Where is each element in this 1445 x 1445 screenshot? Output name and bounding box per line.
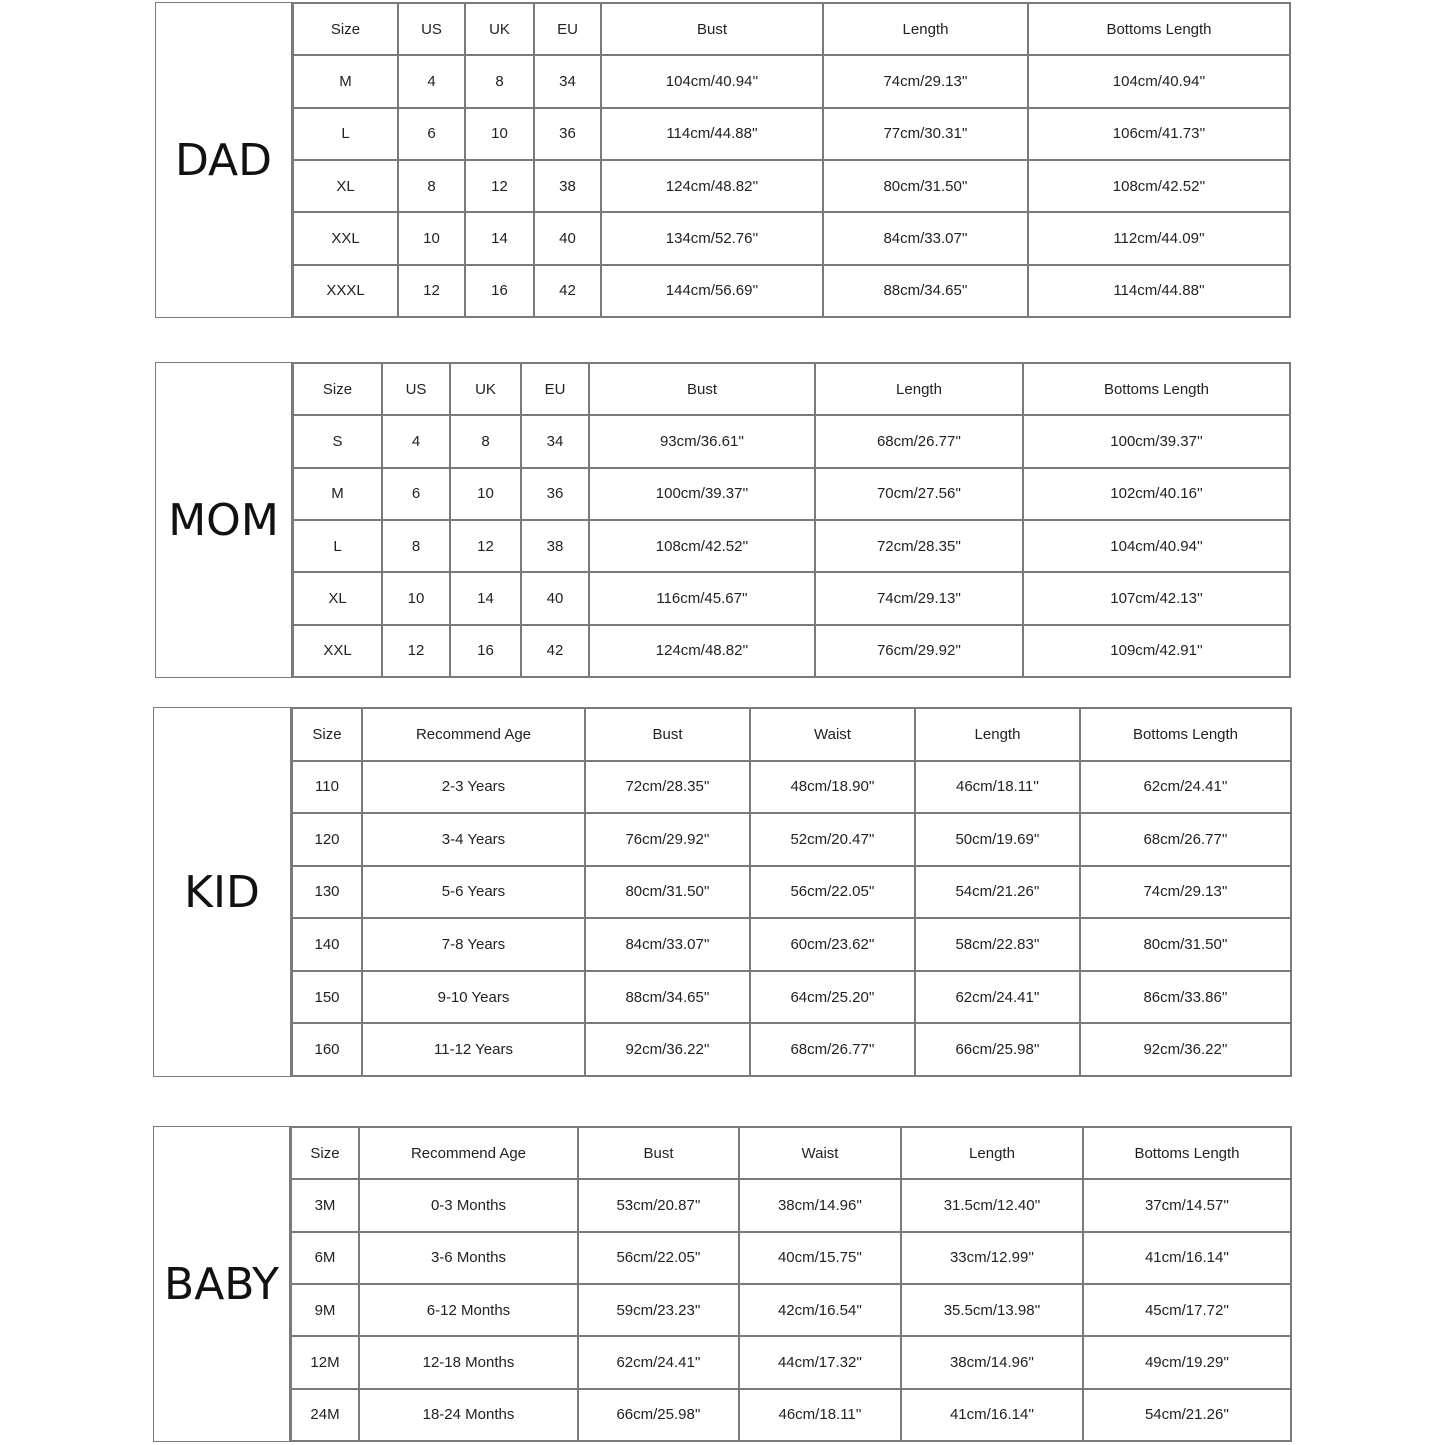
- table-cell: 36: [521, 468, 589, 520]
- header-cell: Size: [293, 363, 382, 415]
- table-cell: 46cm/18.11'': [915, 761, 1080, 814]
- table-cell: 6: [398, 108, 465, 160]
- table-cell: 9M: [291, 1284, 359, 1336]
- table-row: [291, 1179, 1291, 1231]
- table-cell: 62cm/24.41'': [1080, 761, 1291, 814]
- table-cell: 6-12 Months: [359, 1284, 578, 1336]
- table-cell: 60cm/23.62'': [750, 918, 915, 971]
- table-cell: S: [293, 415, 382, 467]
- table-cell: 66cm/25.98'': [915, 1023, 1080, 1076]
- table-row: [292, 971, 1291, 1024]
- baby-label: BABY: [153, 1126, 290, 1442]
- table-cell: 18-24 Months: [359, 1389, 578, 1441]
- table-cell: 4: [382, 415, 450, 467]
- header-cell: Recommend Age: [359, 1127, 578, 1179]
- table-cell: 112cm/44.09'': [1028, 212, 1290, 264]
- table-cell: 53cm/20.87'': [578, 1179, 739, 1231]
- table-cell: 40: [521, 572, 589, 624]
- table-row: [292, 1023, 1291, 1076]
- table-cell: 0-3 Months: [359, 1179, 578, 1231]
- dad-size-chart: [155, 2, 1289, 318]
- dad-table: [292, 2, 1291, 318]
- table-cell: 52cm/20.47'': [750, 813, 915, 866]
- table-cell: 58cm/22.83'': [915, 918, 1080, 971]
- table-cell: 31.5cm/12.40'': [901, 1179, 1083, 1231]
- table-cell: M: [293, 468, 382, 520]
- table-cell: 12: [382, 625, 450, 677]
- table-cell: 104cm/40.94'': [1028, 55, 1290, 107]
- table-cell: 45cm/17.72'': [1083, 1284, 1291, 1336]
- kid-table: [291, 707, 1292, 1077]
- dad-label: DAD: [155, 2, 292, 318]
- table-cell: 134cm/52.76'': [601, 212, 823, 264]
- table-row: [293, 212, 1290, 264]
- table-cell: 38: [534, 160, 601, 212]
- table-cell: 92cm/36.22'': [585, 1023, 750, 1076]
- table-cell: 12M: [291, 1336, 359, 1388]
- table-cell: 10: [382, 572, 450, 624]
- table-row: [291, 1336, 1291, 1388]
- table-cell: 108cm/42.52'': [1028, 160, 1290, 212]
- table-cell: 76cm/29.92'': [815, 625, 1023, 677]
- table-cell: 56cm/22.05'': [750, 866, 915, 919]
- table-row: [292, 761, 1291, 814]
- baby-size-chart: [153, 1126, 1290, 1442]
- table-cell: L: [293, 108, 398, 160]
- header-cell: UK: [450, 363, 521, 415]
- table-cell: XXL: [293, 625, 382, 677]
- table-cell: 100cm/39.37'': [589, 468, 815, 520]
- table-cell: 92cm/36.22'': [1080, 1023, 1291, 1076]
- table-row: [291, 1232, 1291, 1284]
- table-cell: 68cm/26.77'': [750, 1023, 915, 1076]
- baby-table: [290, 1126, 1292, 1442]
- table-row: [293, 55, 1290, 107]
- header-cell: US: [398, 3, 465, 55]
- header-cell: Bust: [601, 3, 823, 55]
- table-cell: 42: [521, 625, 589, 677]
- table-cell: 12: [450, 520, 521, 572]
- table-cell: 12: [465, 160, 534, 212]
- table-cell: 54cm/21.26'': [915, 866, 1080, 919]
- table-cell: 8: [398, 160, 465, 212]
- header-cell: Recommend Age: [362, 708, 585, 761]
- header-cell: EU: [534, 3, 601, 55]
- table-cell: 80cm/31.50'': [585, 866, 750, 919]
- table-cell: XL: [293, 160, 398, 212]
- table-row: [293, 468, 1290, 520]
- table-cell: 8: [450, 415, 521, 467]
- table-cell: 116cm/45.67'': [589, 572, 815, 624]
- table-cell: L: [293, 520, 382, 572]
- kid-size-chart: [153, 707, 1290, 1077]
- table-header-row: [291, 1127, 1291, 1179]
- header-cell: Bottoms Length: [1028, 3, 1290, 55]
- table-cell: 80cm/31.50'': [1080, 918, 1291, 971]
- table-cell: 93cm/36.61'': [589, 415, 815, 467]
- table-cell: 86cm/33.86'': [1080, 971, 1291, 1024]
- table-cell: 35.5cm/13.98'': [901, 1284, 1083, 1336]
- table-cell: 49cm/19.29'': [1083, 1336, 1291, 1388]
- table-cell: XXL: [293, 212, 398, 264]
- table-row: [291, 1389, 1291, 1441]
- table-cell: 104cm/40.94'': [1023, 520, 1290, 572]
- table-cell: 41cm/16.14'': [901, 1389, 1083, 1441]
- table-cell: 38: [521, 520, 589, 572]
- table-cell: 11-12 Years: [362, 1023, 585, 1076]
- table-cell: 42cm/16.54'': [739, 1284, 901, 1336]
- table-cell: 10: [398, 212, 465, 264]
- table-cell: 16: [450, 625, 521, 677]
- table-row: [292, 918, 1291, 971]
- table-cell: 41cm/16.14'': [1083, 1232, 1291, 1284]
- table-cell: 102cm/40.16'': [1023, 468, 1290, 520]
- table-cell: 66cm/25.98'': [578, 1389, 739, 1441]
- table-cell: 160: [292, 1023, 362, 1076]
- table-cell: 114cm/44.88'': [601, 108, 823, 160]
- table-cell: 80cm/31.50'': [823, 160, 1028, 212]
- table-cell: 46cm/18.11'': [739, 1389, 901, 1441]
- header-cell: Size: [291, 1127, 359, 1179]
- table-row: [292, 813, 1291, 866]
- table-row: [292, 866, 1291, 919]
- table-row: [293, 572, 1290, 624]
- table-cell: 74cm/29.13'': [815, 572, 1023, 624]
- table-cell: 5-6 Years: [362, 866, 585, 919]
- table-cell: 42: [534, 265, 601, 317]
- header-cell: Bottoms Length: [1080, 708, 1291, 761]
- header-cell: Size: [293, 3, 398, 55]
- table-cell: 150: [292, 971, 362, 1024]
- header-cell: Bottoms Length: [1083, 1127, 1291, 1179]
- table-cell: 24M: [291, 1389, 359, 1441]
- table-row: [293, 108, 1290, 160]
- table-row: [293, 160, 1290, 212]
- table-cell: 84cm/33.07'': [585, 918, 750, 971]
- table-cell: 68cm/26.77'': [1080, 813, 1291, 866]
- table-cell: 12-18 Months: [359, 1336, 578, 1388]
- table-cell: 14: [450, 572, 521, 624]
- table-cell: 120: [292, 813, 362, 866]
- table-cell: 38cm/14.96'': [739, 1179, 901, 1231]
- table-row: [293, 265, 1290, 317]
- table-cell: 130: [292, 866, 362, 919]
- header-cell: Bust: [585, 708, 750, 761]
- header-cell: Waist: [750, 708, 915, 761]
- table-cell: 33cm/12.99'': [901, 1232, 1083, 1284]
- table-cell: 50cm/19.69'': [915, 813, 1080, 866]
- table-cell: 59cm/23.23'': [578, 1284, 739, 1336]
- table-cell: 144cm/56.69'': [601, 265, 823, 317]
- table-cell: 56cm/22.05'': [578, 1232, 739, 1284]
- mom-label: MOM: [155, 362, 292, 678]
- table-cell: 6M: [291, 1232, 359, 1284]
- table-header-row: [293, 363, 1290, 415]
- table-cell: 107cm/42.13'': [1023, 572, 1290, 624]
- table-cell: 16: [465, 265, 534, 317]
- table-header-row: [292, 708, 1291, 761]
- table-cell: 74cm/29.13'': [823, 55, 1028, 107]
- table-cell: 38cm/14.96'': [901, 1336, 1083, 1388]
- table-cell: 48cm/18.90'': [750, 761, 915, 814]
- table-cell: 10: [465, 108, 534, 160]
- table-cell: 12: [398, 265, 465, 317]
- header-cell: Length: [815, 363, 1023, 415]
- table-cell: 8: [465, 55, 534, 107]
- table-row: [293, 415, 1290, 467]
- table-cell: 14: [465, 212, 534, 264]
- table-cell: XL: [293, 572, 382, 624]
- table-cell: 124cm/48.82'': [601, 160, 823, 212]
- table-cell: 8: [382, 520, 450, 572]
- table-row: [291, 1284, 1291, 1336]
- table-cell: 140: [292, 918, 362, 971]
- table-cell: 104cm/40.94'': [601, 55, 823, 107]
- table-cell: 2-3 Years: [362, 761, 585, 814]
- table-cell: 88cm/34.65'': [585, 971, 750, 1024]
- table-cell: 76cm/29.92'': [585, 813, 750, 866]
- header-cell: UK: [465, 3, 534, 55]
- table-cell: 72cm/28.35'': [815, 520, 1023, 572]
- table-cell: 110: [292, 761, 362, 814]
- table-cell: 114cm/44.88'': [1028, 265, 1290, 317]
- table-cell: 9-10 Years: [362, 971, 585, 1024]
- table-cell: 7-8 Years: [362, 918, 585, 971]
- table-cell: 109cm/42.91'': [1023, 625, 1290, 677]
- table-cell: 68cm/26.77'': [815, 415, 1023, 467]
- table-cell: 64cm/25.20'': [750, 971, 915, 1024]
- header-cell: EU: [521, 363, 589, 415]
- header-cell: Size: [292, 708, 362, 761]
- table-row: [293, 625, 1290, 677]
- table-cell: 70cm/27.56'': [815, 468, 1023, 520]
- table-cell: 37cm/14.57'': [1083, 1179, 1291, 1231]
- table-cell: 34: [521, 415, 589, 467]
- table-cell: 106cm/41.73'': [1028, 108, 1290, 160]
- table-cell: 62cm/24.41'': [915, 971, 1080, 1024]
- table-cell: 3M: [291, 1179, 359, 1231]
- table-cell: 6: [382, 468, 450, 520]
- table-cell: 10: [450, 468, 521, 520]
- table-header-row: [293, 3, 1290, 55]
- table-cell: 84cm/33.07'': [823, 212, 1028, 264]
- table-cell: 44cm/17.32'': [739, 1336, 901, 1388]
- table-cell: 34: [534, 55, 601, 107]
- table-cell: 40: [534, 212, 601, 264]
- table-row: [293, 520, 1290, 572]
- table-cell: 74cm/29.13'': [1080, 866, 1291, 919]
- table-cell: 36: [534, 108, 601, 160]
- header-cell: Length: [823, 3, 1028, 55]
- header-cell: Length: [915, 708, 1080, 761]
- table-cell: 54cm/21.26'': [1083, 1389, 1291, 1441]
- kid-label: KID: [153, 707, 291, 1077]
- header-cell: Bust: [578, 1127, 739, 1179]
- table-cell: 124cm/48.82'': [589, 625, 815, 677]
- table-cell: M: [293, 55, 398, 107]
- table-cell: 77cm/30.31'': [823, 108, 1028, 160]
- mom-table: [292, 362, 1291, 678]
- table-cell: 40cm/15.75'': [739, 1232, 901, 1284]
- header-cell: Bottoms Length: [1023, 363, 1290, 415]
- table-cell: 88cm/34.65'': [823, 265, 1028, 317]
- table-cell: 62cm/24.41'': [578, 1336, 739, 1388]
- header-cell: US: [382, 363, 450, 415]
- header-cell: Length: [901, 1127, 1083, 1179]
- header-cell: Waist: [739, 1127, 901, 1179]
- table-cell: XXXL: [293, 265, 398, 317]
- table-cell: 4: [398, 55, 465, 107]
- table-cell: 108cm/42.52'': [589, 520, 815, 572]
- table-cell: 100cm/39.37'': [1023, 415, 1290, 467]
- mom-size-chart: [155, 362, 1289, 678]
- table-cell: 3-6 Months: [359, 1232, 578, 1284]
- table-cell: 3-4 Years: [362, 813, 585, 866]
- table-cell: 72cm/28.35'': [585, 761, 750, 814]
- header-cell: Bust: [589, 363, 815, 415]
